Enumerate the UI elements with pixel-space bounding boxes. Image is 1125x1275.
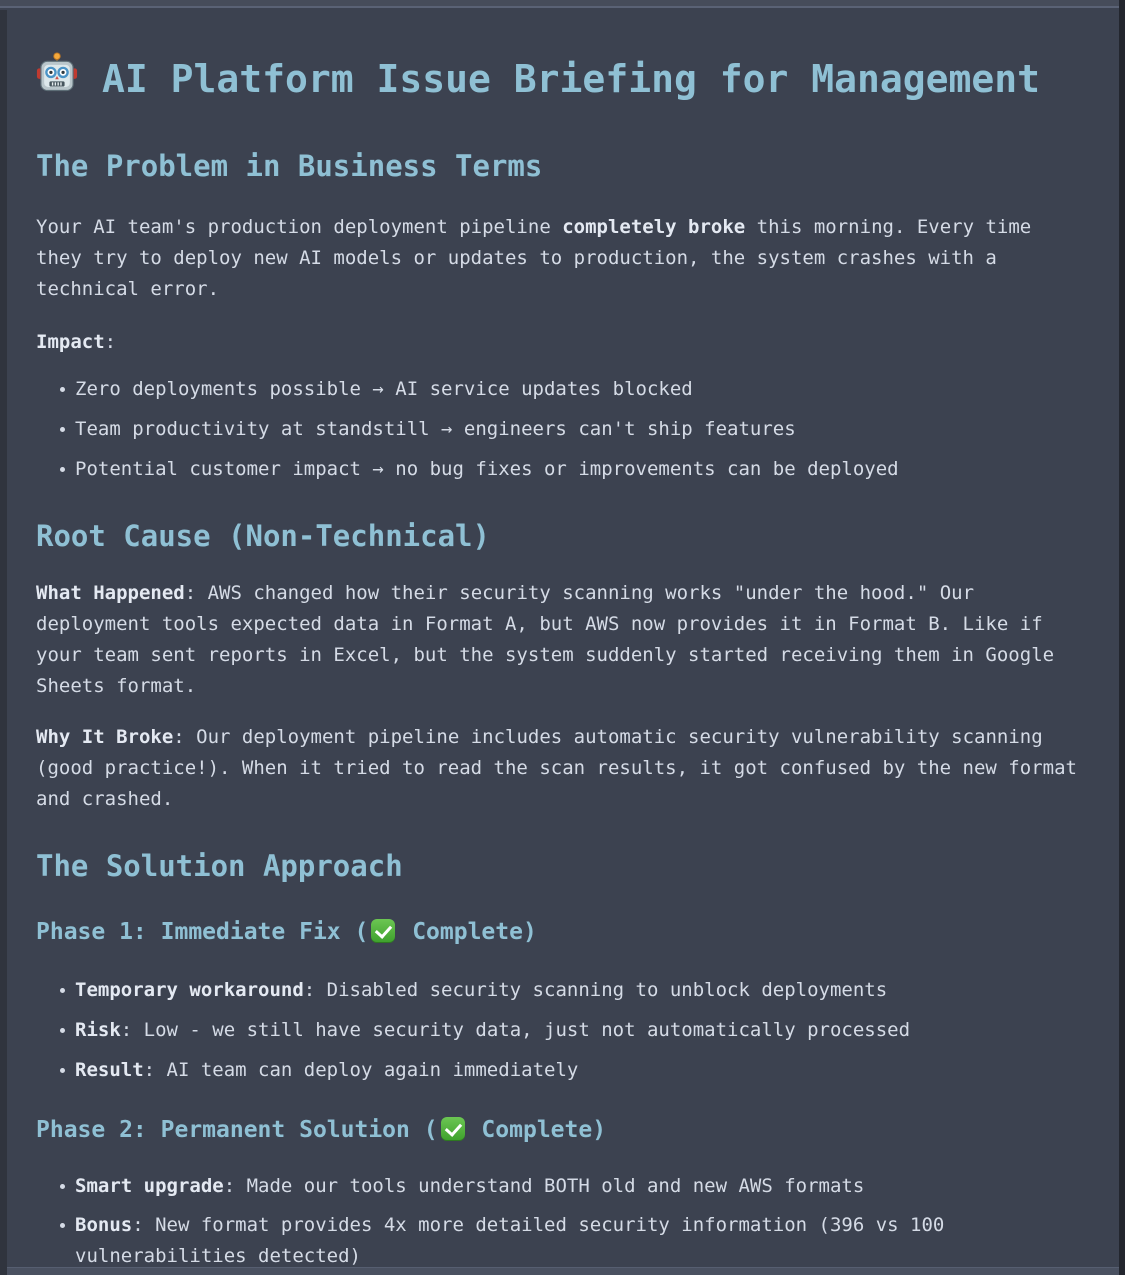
- check-icon: [441, 1117, 465, 1141]
- phase1-heading: [36, 918, 1083, 947]
- scrollbar-track[interactable]: [1119, 0, 1125, 1275]
- problem-intro-paragraph: Your AI team's production deployment pipeline completely broke this morning. Every time they try to deploy new AI models or updates to production, the system crashes with a technical error.: [36, 216, 1032, 300]
- section-heading-problem: The Problem in Business Terms: [36, 149, 543, 183]
- robot-icon: [36, 52, 78, 105]
- list-item: Bonus: New format provides 4x more detailed security information (396 vs 100 vulnerabilities detected): [36, 1210, 1083, 1267]
- section-heading-solution: The Solution Approach: [36, 849, 403, 883]
- list-item: Result: AI team can deploy again immediately: [36, 1055, 1083, 1086]
- list-item: Potential customer impact → no bug fixes or improvements can be deployed: [36, 454, 1083, 485]
- list-item: Team productivity at standstill → engineers can't ship features: [36, 414, 1083, 445]
- list-item: Risk: Low - we still have security data, just not automatically processed: [36, 1015, 1083, 1046]
- list-item: Smart upgrade: Made our tools understand BOTH old and new AWS formats: [36, 1171, 1083, 1202]
- check-icon: [371, 919, 395, 943]
- phase1-heading-suffix: Complete): [398, 919, 537, 945]
- phase1-list: [36, 975, 1083, 1086]
- phase2-heading-suffix: Complete): [467, 1117, 607, 1143]
- phase1-heading-prefix: Phase 1: Immediate Fix (: [36, 919, 369, 945]
- why-it-broke-paragraph: Why It Broke: Our deployment pipeline includes automatic security vulnerability scanning (good practice!). When it tried to read the scan results, it got confused by the new format and crashed.: [36, 726, 1077, 810]
- phase2-list: [36, 1171, 1083, 1267]
- phase2-heading: [36, 1116, 1083, 1145]
- briefing-document: [7, 10, 1119, 1267]
- list-item: Temporary workaround: Disabled security scanning to unblock deployments: [36, 975, 1083, 1006]
- list-item: Zero deployments possible → AI service updates blocked: [36, 374, 1083, 405]
- phase2-heading-prefix: Phase 2: Permanent Solution (: [36, 1117, 438, 1143]
- impact-list: [36, 374, 1083, 485]
- section-heading-root-cause: Root Cause (Non-Technical): [36, 519, 490, 553]
- top-panel-edge: [0, 0, 1119, 8]
- page-title: [36, 52, 1083, 105]
- page-title-text: AI Platform Issue Briefing for Management: [102, 56, 1040, 101]
- impact-label: Impact:: [36, 331, 117, 353]
- bottom-panel-edge: [7, 1267, 1119, 1275]
- left-panel-edge: [0, 10, 7, 1275]
- what-happened-paragraph: What Happened: AWS changed how their security scanning works "under the hood." Our deployment tools expected data in Format A, but AWS now provides it in Format B. Like if your team sent reports in Excel, but the system suddenly started receiving them in Google Sheets format.: [36, 582, 1055, 697]
